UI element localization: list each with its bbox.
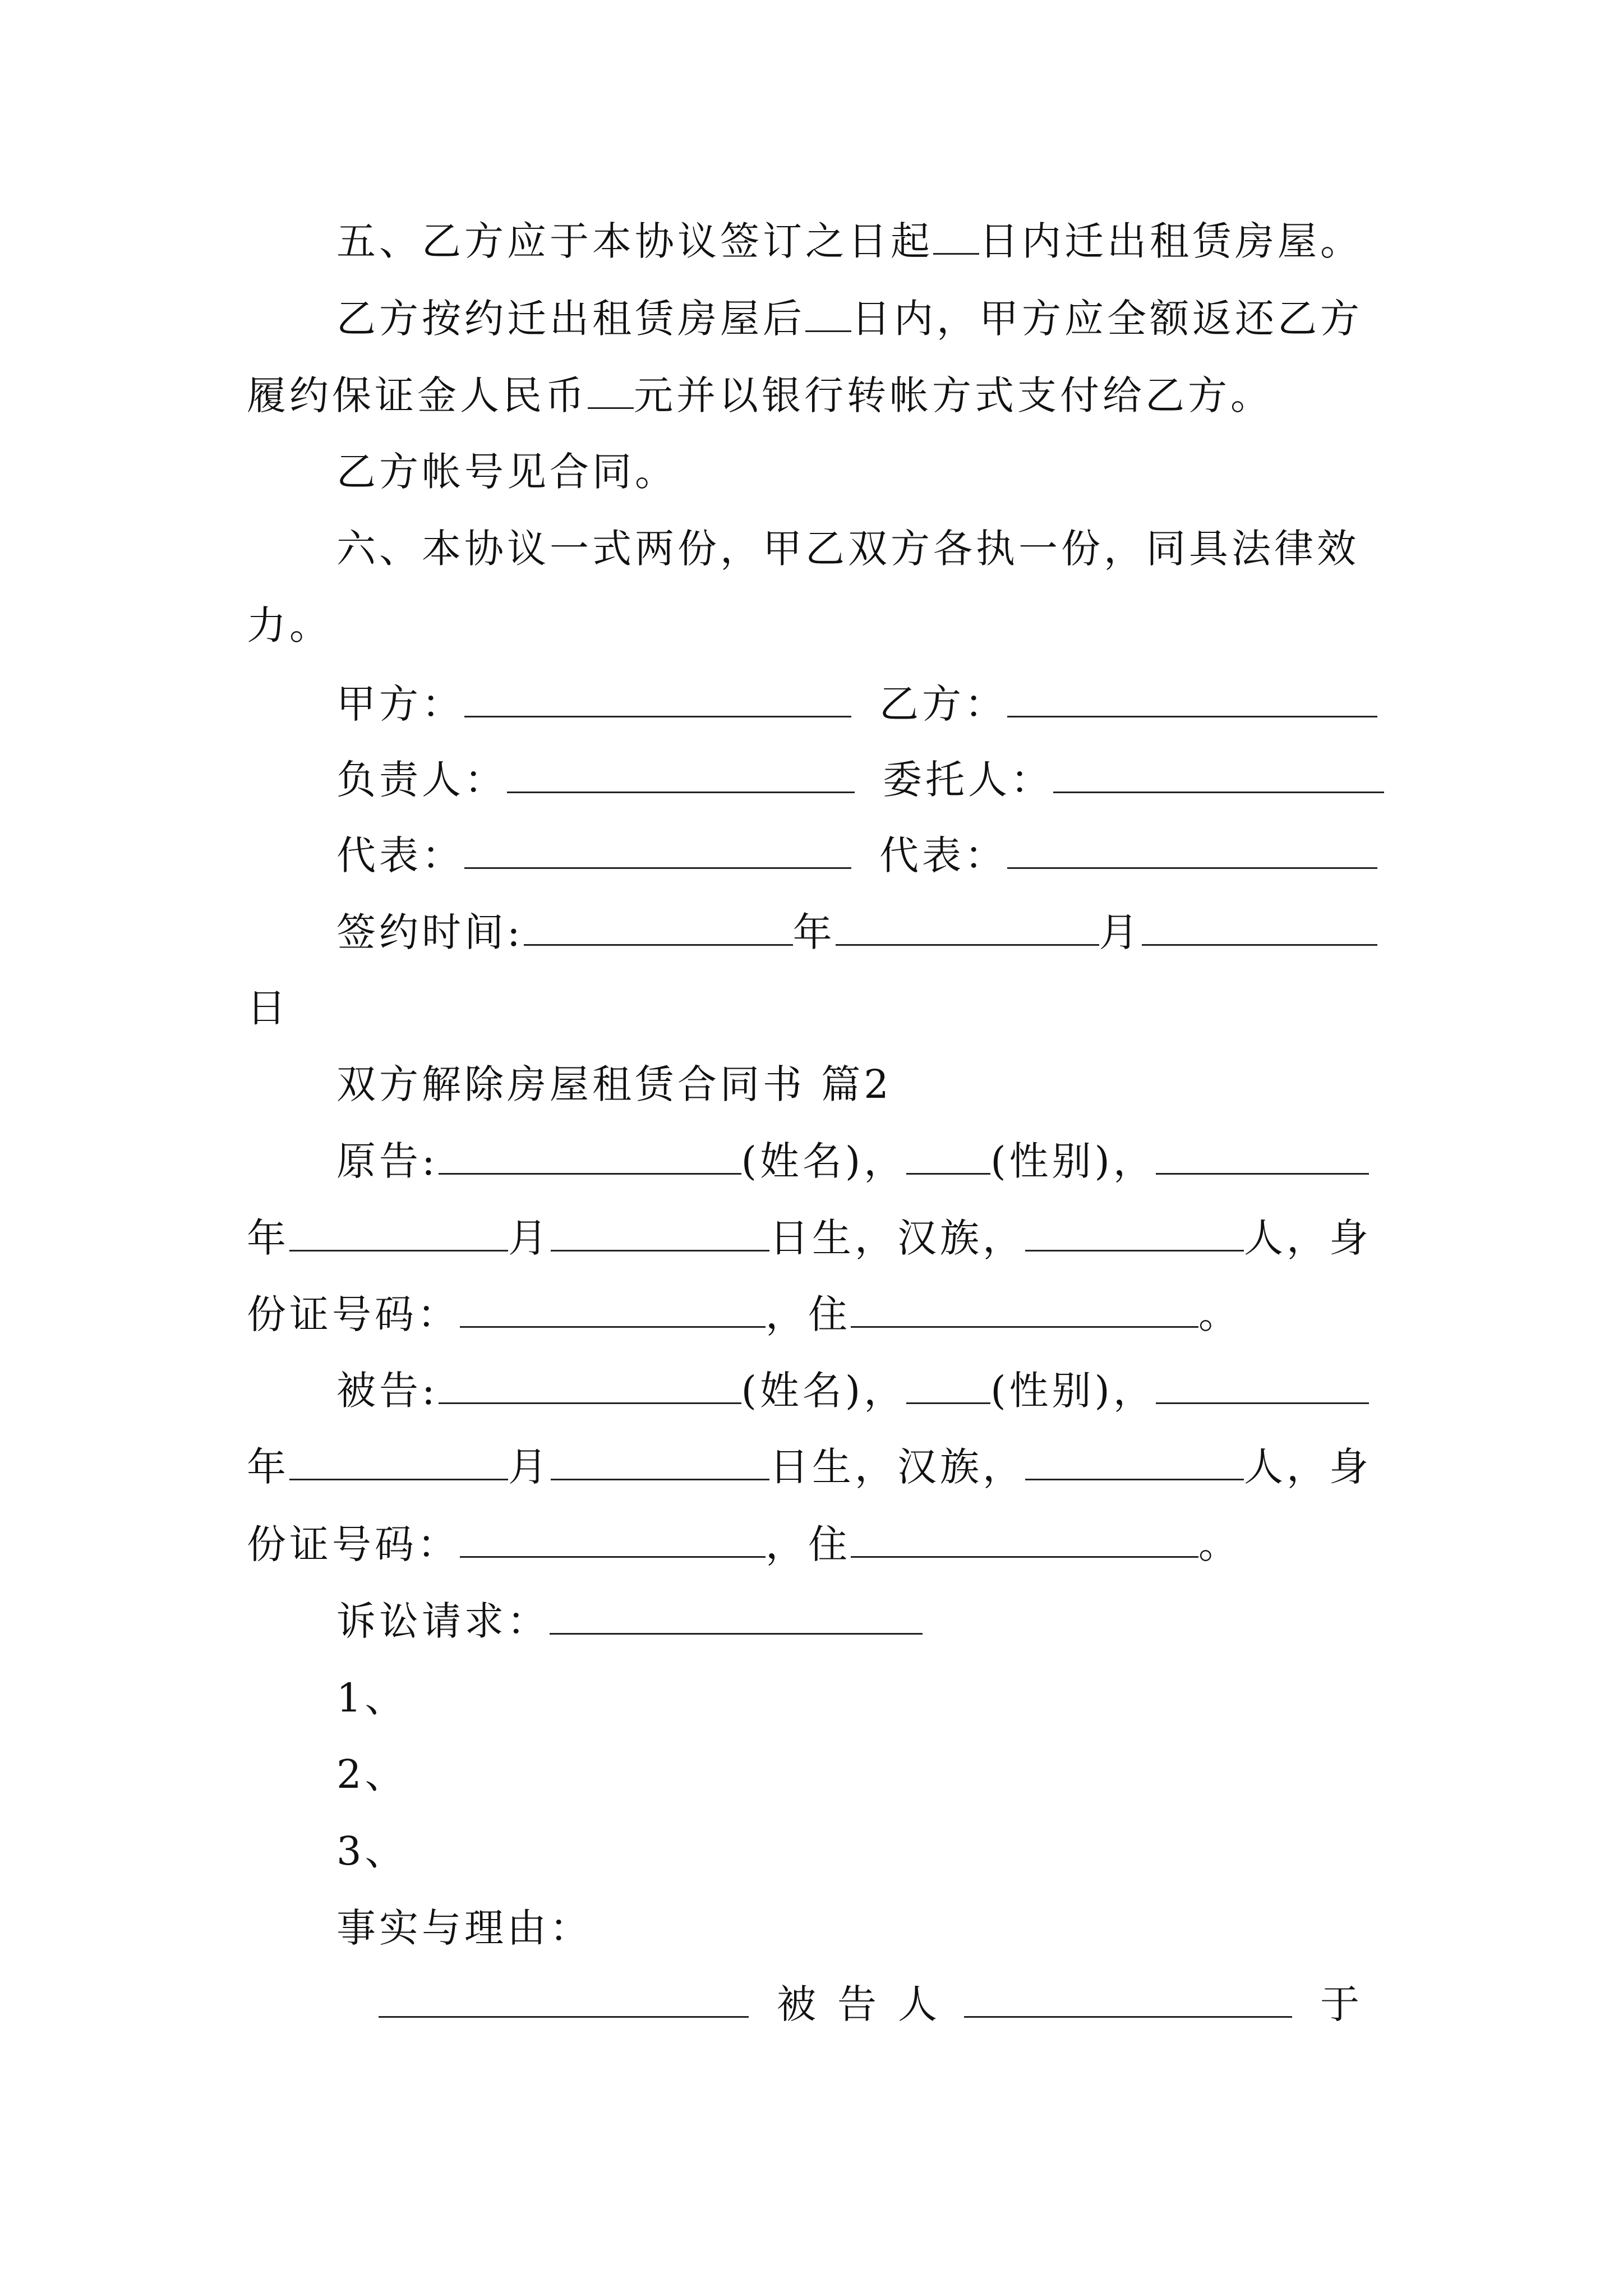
claim-item-3: 3、 — [336, 1828, 408, 1874]
blank-sign-month — [836, 913, 1099, 946]
facts-line1: 被告人 于 — [379, 1979, 1363, 2030]
blank-defendant-origin — [1025, 1447, 1244, 1480]
blank-plaintiff-birth-day — [551, 1218, 769, 1251]
claims-label-line: 诉讼请求： — [336, 1596, 923, 1646]
blank-defendant-address — [851, 1525, 1198, 1558]
blank-defendant-gender — [906, 1371, 990, 1404]
blank-rep-a — [464, 836, 851, 869]
claim-item-2: 2、 — [336, 1751, 408, 1797]
article2-title: 双方解除房屋租赁合同书 篇2 — [336, 1061, 892, 1107]
signature-row-date: 签约时间: 年 月 — [336, 907, 1377, 958]
blank-deposit-amount — [588, 376, 634, 409]
defendant-line1: 被告: (姓名)， (性别)， — [336, 1365, 1369, 1416]
section6-line1: 六、本协议一式两份，甲乙双方各执一份，同具法律效 — [336, 526, 1359, 572]
section5-line2: 乙方按约迁出租赁房屋后 日内，甲方应全额返还乙方 — [336, 296, 1363, 342]
plaintiff-line2: 年 月 日生，汉族， 人，身 — [247, 1215, 1372, 1261]
blank-plaintiff-birth-month — [289, 1218, 508, 1251]
defendant-line3: 份证号码： ，住 。 — [247, 1521, 1241, 1567]
blank-defendant-birth-day — [551, 1447, 769, 1480]
section5-line1: 五、乙方应于本协议签订之日起 日内迁出租赁房屋。 — [336, 218, 1363, 264]
blank-plaintiff-name — [439, 1142, 741, 1175]
section5-line4: 乙方帐号见合同。 — [336, 449, 677, 495]
blank-defendant-id — [460, 1525, 766, 1558]
blank-entrusted — [1053, 760, 1384, 793]
blank-sign-year — [524, 913, 793, 946]
signature-row-parties: 甲方： 乙方： — [336, 679, 1377, 729]
section5-line3: 履约保证金人民币 元并以银行转帐方式支付给乙方。 — [247, 372, 1273, 418]
plaintiff-line1: 原告: (姓名)， (性别)， — [336, 1136, 1369, 1186]
section6-line2: 力。 — [247, 602, 332, 648]
defendant-line2: 年 月 日生，汉族， 人，身 — [247, 1444, 1372, 1490]
blank-days-move-out — [933, 222, 979, 255]
blank-sign-day — [1142, 913, 1377, 946]
signature-row-reps: 代表： 代表： — [336, 830, 1377, 881]
blank-plaintiff-gender — [906, 1142, 990, 1175]
blank-days-refund — [805, 299, 851, 332]
blank-party-b — [1007, 684, 1377, 717]
claim-item-1: 1、 — [336, 1675, 408, 1721]
blank-party-a — [464, 684, 851, 717]
signature-row-responsible: 负责人： 委托人： — [336, 754, 1384, 805]
blank-plaintiff-origin — [1025, 1218, 1244, 1251]
blank-responsible — [507, 760, 855, 793]
blank-rep-b — [1007, 836, 1377, 869]
blank-plaintiff-address — [851, 1295, 1198, 1328]
blank-facts-subject — [379, 1985, 749, 2018]
blank-defendant-name — [439, 1371, 741, 1404]
blank-plaintiff-birth-year — [1156, 1142, 1369, 1175]
blank-defendant-birth-year — [1156, 1371, 1369, 1404]
blank-defendant-birth-month — [289, 1447, 508, 1480]
signature-day-label: 日 — [247, 985, 289, 1031]
plaintiff-line3: 份证号码： ，住 。 — [247, 1291, 1241, 1337]
blank-claims — [550, 1602, 923, 1635]
blank-facts-defendant — [964, 1985, 1292, 2018]
blank-plaintiff-id — [460, 1295, 766, 1328]
facts-label: 事实与理由： — [336, 1905, 592, 1951]
